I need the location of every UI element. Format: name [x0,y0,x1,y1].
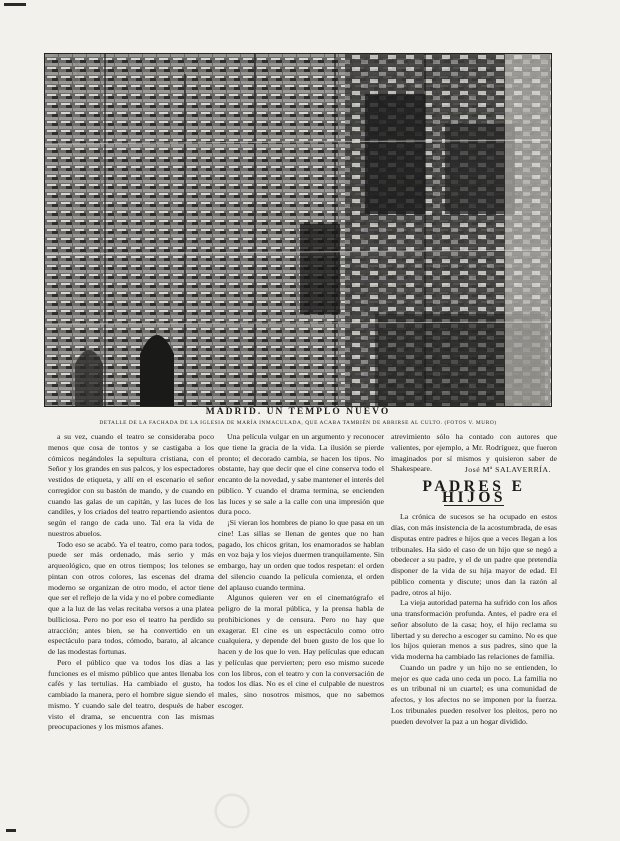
article-column-3 [391,432,557,830]
article-column-1 [48,432,214,830]
photo-caption-title: MADRID. UN TEMPLO NUEVO [205,407,391,417]
paragraph: La vieja autoridad paterna ha sufrido con los años una transformación profunda. Antes, el padre era el señor absoluto de la casa; hoy, el hijo reclama su libertad y su derecho a escoger su camino. No es que los hijos quieran menos a sus padres, sino que la vida moderna ha cambiado las relaciones de familia. [391,598,557,661]
author-signature: José Mª SALAVERRÍA. [464,465,551,474]
printer-mark [4,3,26,6]
church-photo [44,53,552,407]
printer-mark-bottom [6,829,16,832]
paragraph: Una película vulgar en un argumento y reconocer que tiene la gracia de la vida. La ilusión se pierde pronto; el decorado cambia, se hacen los tipos. No obstante, hay que decir que el cine conserva todo el encanto de la novedad, y sabe mantener el interés del público. Y cuando el drama termina, se encienden las luces y se sale a la calle con una impresión que dura poco. [218,432,384,517]
photo-caption-credit: DETALLE DE LA FACHADA DE LA IGLESIA DE MARÍA INMACULADA, QUE ACABA TAMBIÉN DE ABRIRSE AL CULTO. (FOTOS V. MURO) [99,420,497,426]
paragraph: ¡Si vieran los hombres de piano lo que pasa en un cine! Las sillas se llenan de gentes que no han pagado, los chicos gritan, los enamorados se hablan en voz baja y los viejos duermen tranquilamente. Sin embargo, hay un orden que todos respetan: el orden del silencio cuando la película comienza, el orden del aplauso cuando termina. [218,518,384,592]
paragraph: Algunos quieren ver en el cinematógrafo el peligro de la moral pública, y la prensa habla de prohibiciones y de censura. Pero no hay que exagerar. El cine es un espectáculo como otro cualquiera, y depende del buen gusto de los que lo hacen y de los que lo ven. Hay películas que educan y películas que pervierten; pero eso mismo sucede con los libros, con el teatro y con la conversación de todos los días. No es el cine el culpable de nuestros males, sino nosotros mismos, que no sabemos escoger. [218,593,384,710]
paragraph: La crónica de sucesos se ha ocupado en estos días, con más insistencia de la acostumbrada, de esas disputas entre padres e hijos que a veces llegan a los tribunales. Ha sido el caso de un hijo que se negó a obedecer a su padre, y el de un padre que pretendía disponer de la vida de su hija mayor de edad. El público comenta y discute; unos dan la razón al padre, otros al hijo. [391,512,557,597]
watermark-logo: ○ [199,773,263,841]
article-headline: PADRES E HIJOS [422,477,526,506]
article-tail: atrevimiento sólo ha contado con autores que valientes, por ejemplo, a Mr. Rodríguez, que fueron imaginados por sí mismos y quisieron saber de Shakespeare. [391,432,557,474]
paragraph: a su vez, cuando el teatro se consideraba poco menos que cosa de tontos y se castigaba a los cómicos negándoles la sepultura cristiana, con el Señor y los grandes en sus palcos, y los espectadores vestidos de etiqueta, y allí en el escenario el señor corregidor con su bastón de mando, y de cuando en cuando las galas de un capitán, y las luces de los candiles, y los criados del teatro repartiendo asientos según el rango de cada uno. Tal era la vida de nuestros abuelos. [48,432,214,538]
church-facade-image [45,54,551,406]
paragraph: Todo eso se acabó. Ya el teatro, como para todos, puede ser más ordenado, más serio y más arqueológico, que en otros tiempos; los telones se pintan con otros colores, las escenas del drama moderno se organizan de otro modo, el actor tiene que ser el reflejo de la vida y no el pobre comediante que a la luz de las velas recitaba versos a una platea bulliciosa. Pero no por eso el teatro ha perdido su atracción; antes bien, se ha convertido en un espectáculo para todos, cómodo, barato, al alcance de las modestas fortunas. [48,539,214,656]
paragraph: Pero el público que va todos los días a las funciones es el mismo público que antes llenaba los cafés y las tertulias. Ha cambiado el gusto, ha cambiado la manera, pero el hombre sigue siendo el mismo. Y cuando sale del teatro, después de haber visto el drama, se encuentra con las mismas preocupaciones y los mismos afanes. [48,657,214,732]
article-column-2 [218,432,384,830]
paragraph: Cuando un padre y un hijo no se entienden, lo mejor es que cada uno ceda un poco. La familia no es un tribunal ni un cuartel; es una comunidad de afectos, y los afectos no se imponen por la fuerza. Los tribunales pueden resolver los pleitos, pero no pueden devolver la paz a un hogar dividido. [391,662,557,726]
